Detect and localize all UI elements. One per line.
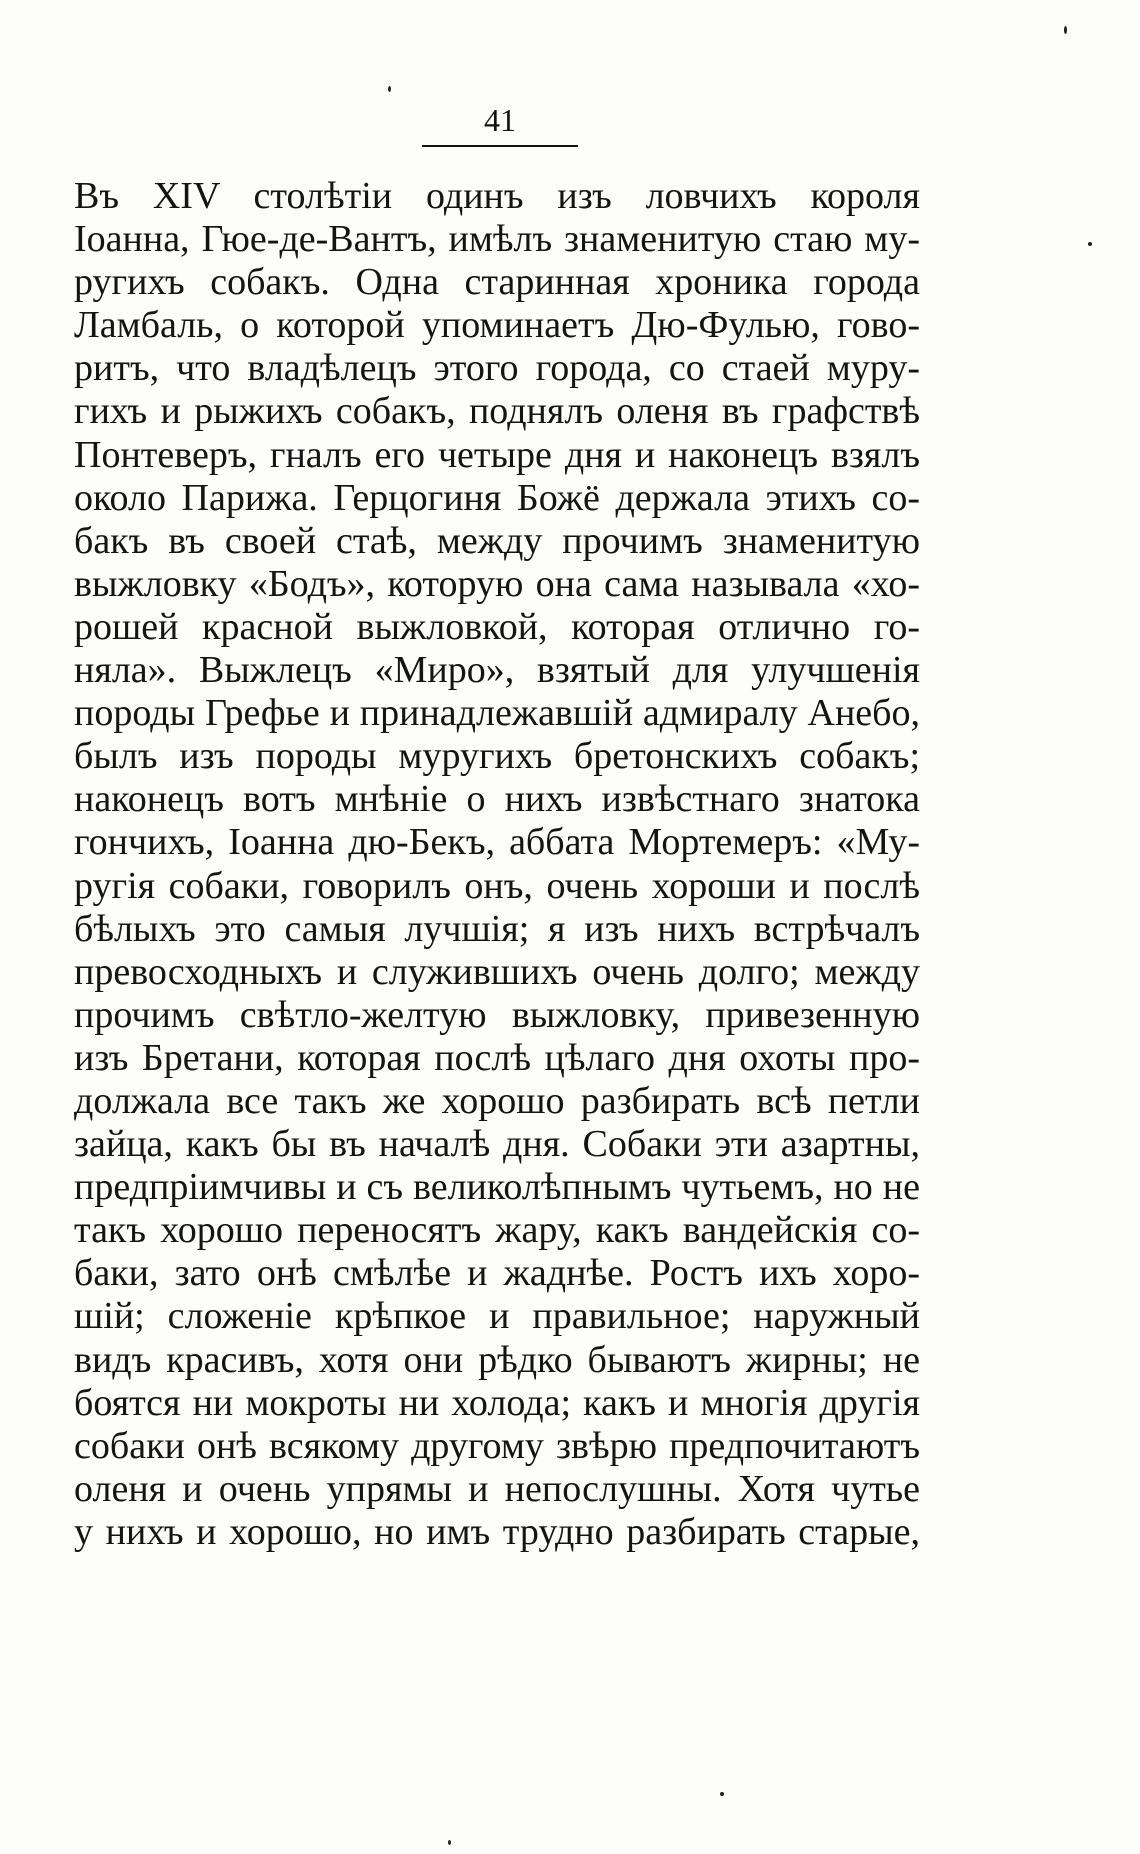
scan-speck (1064, 26, 1067, 34)
text-line: наконецъ вотъ мнѣніе о нихъ извѣстнаго знатока (74, 778, 920, 821)
text-line: баки, зато онѣ смѣлѣе и жаднѣе. Ростъ ихъ хоро- (74, 1252, 920, 1295)
text-line: Ламбаль, о которой упоминаетъ Дю-Фулью, гово- (74, 304, 920, 347)
text-line: предпріимчивы и съ великолѣпнымъ чутьемъ, но не (74, 1166, 920, 1209)
text-line: оленя и очень упрямы и непослушны. Хотя чутье (74, 1467, 920, 1510)
text-line: зайца, какъ бы въ началѣ дня. Собаки эти азартны, (74, 1123, 920, 1166)
text-line: Іоанна, Гюе-де-Вантъ, имѣлъ знаменитую стаю му- (74, 218, 920, 261)
text-line: рошей красной выжловкой, которая отлично го- (74, 605, 920, 648)
text-line: превосходныхъ и служившихъ очень долго; между (74, 950, 920, 993)
scan-speck (388, 86, 391, 92)
text-line: шій; сложеніе крѣпкое и правильное; наружный (74, 1295, 920, 1338)
text-line: собаки онѣ всякому другому звѣрю предпочитаютъ (74, 1424, 920, 1467)
text-line: боятся ни мокроты ни холода; какъ и многія другія (74, 1381, 920, 1424)
text-line: былъ изъ породы муругихъ бретонскихъ собакъ; (74, 735, 920, 778)
text-line: гихъ и рыжихъ собакъ, поднялъ оленя въ графствѣ (74, 390, 920, 433)
body-text (74, 175, 920, 1554)
text-line: бакъ въ своей стаѣ, между прочимъ знаменитую (74, 519, 920, 562)
text-line: бѣлыхъ это самыя лучшія; я изъ нихъ встрѣчалъ (74, 907, 920, 950)
text-line: гончихъ, Іоанна дю-Бекъ, аббата Мортемеръ: «Му- (74, 821, 920, 864)
text-line: няла». Выжлецъ «Миро», взятый для улучшенія (74, 649, 920, 692)
text-line: у нихъ и хорошо, но имъ трудно разбирать старые, (74, 1510, 920, 1553)
text-line: должала все такъ же хорошо разбирать всѣ петли (74, 1079, 920, 1122)
scan-speck (720, 1792, 724, 1796)
text-line: около Парижа. Герцогиня Божё держала этихъ со- (74, 476, 920, 519)
header-rule (422, 145, 578, 147)
text-line: изъ Бретани, которая послѣ цѣлаго дня охоты про- (74, 1036, 920, 1079)
text-line: ругихъ собакъ. Одна старинная хроника города (74, 261, 920, 304)
text-line: породы Грефье и принадлежавшій адмиралу Анебо, (74, 692, 920, 735)
page-number: 41 (484, 102, 516, 138)
text-line: Въ XIV столѣтіи одинъ изъ ловчихъ короля (74, 175, 920, 217)
text-line: такъ хорошо переносятъ жару, какъ вандейскія со- (74, 1209, 920, 1252)
scan-speck (1088, 242, 1092, 246)
scan-speck (448, 1840, 451, 1845)
text-line: выжловку «Бодъ», которую она сама называла «хо- (74, 562, 920, 605)
text-line: видъ красивъ, хотя они рѣдко бываютъ жирны; не (74, 1338, 920, 1381)
text-line: ритъ, что владѣлецъ этого города, со стаей муру- (74, 347, 920, 390)
text-line: прочимъ свѣтло-желтую выжловку, привезенную (74, 993, 920, 1036)
text-line: ругія собаки, говорилъ онъ, очень хороши и послѣ (74, 864, 920, 907)
text-line: Понтеверъ, гналъ его четыре дня и наконецъ взялъ (74, 433, 920, 476)
